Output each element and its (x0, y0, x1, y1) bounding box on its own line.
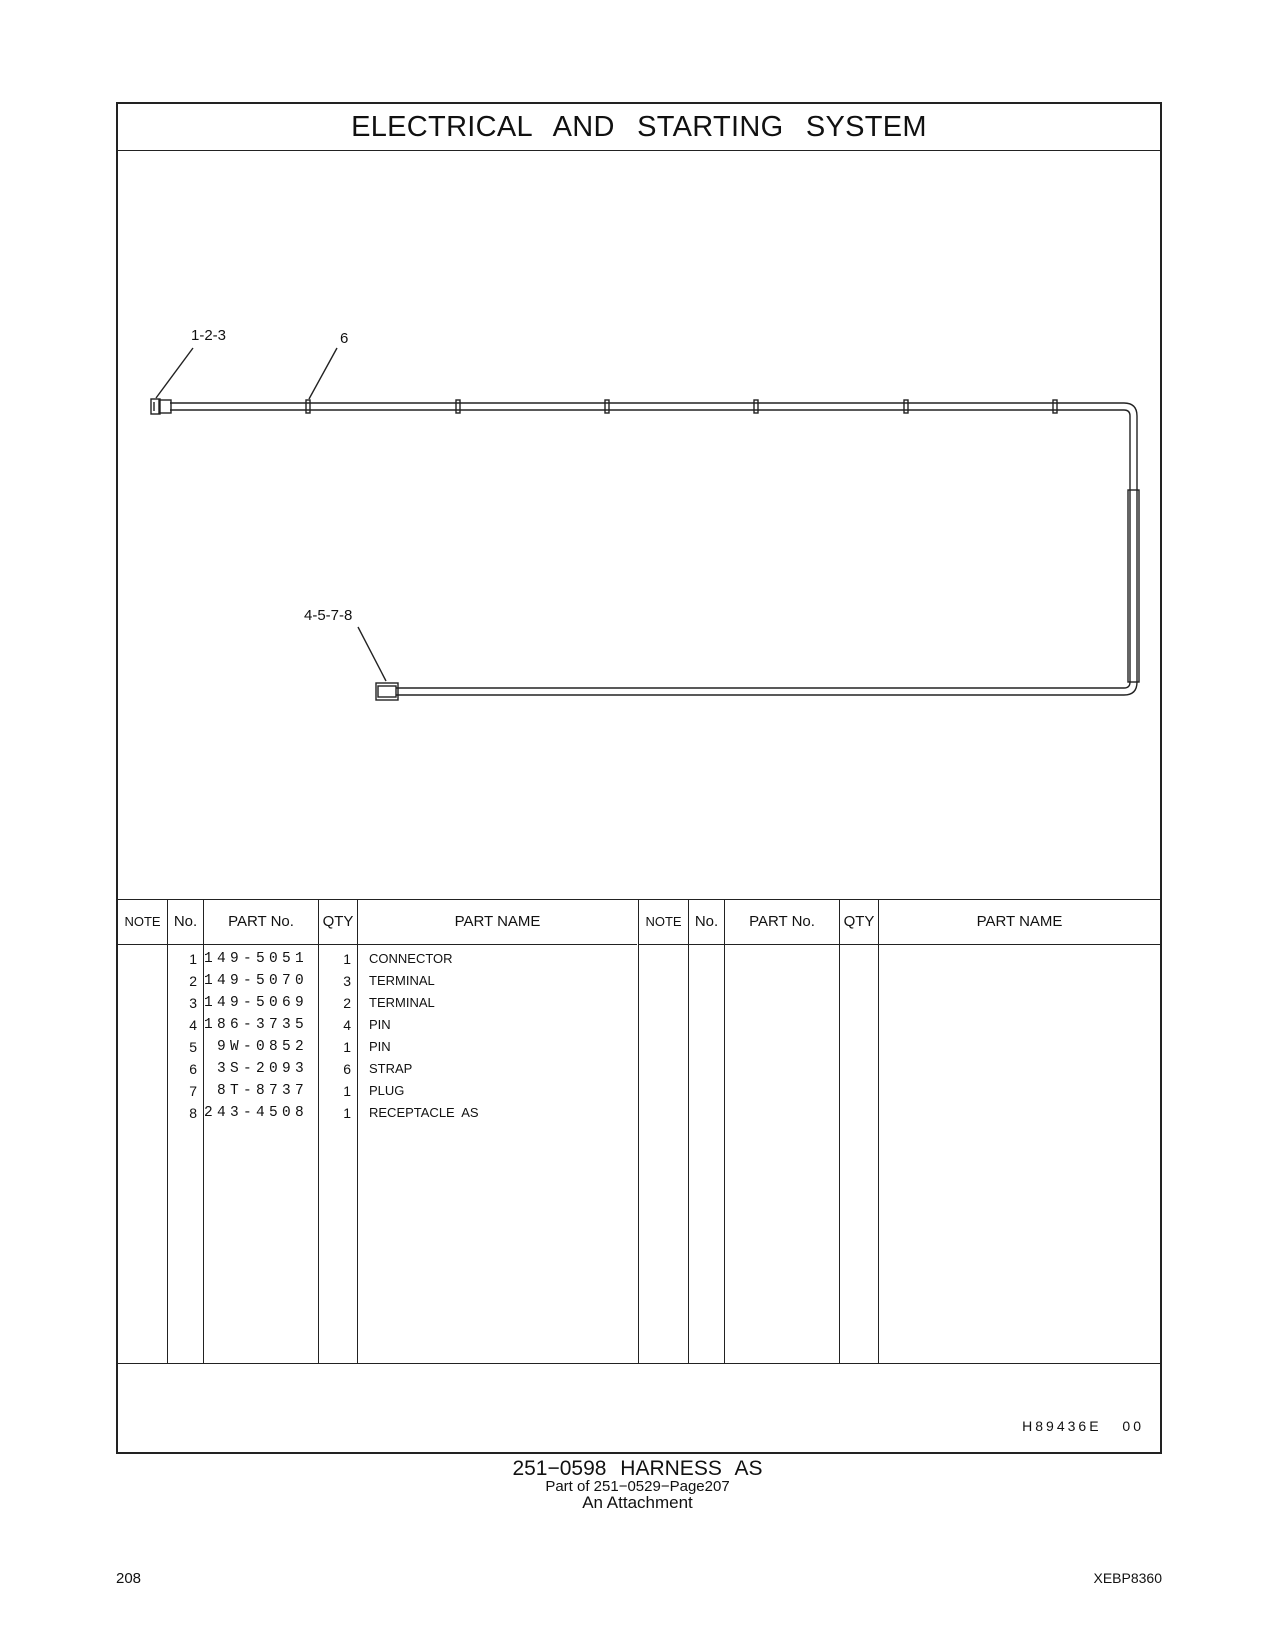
part-no-column-right (724, 900, 839, 1363)
row-part-number: 243-4508 (204, 1105, 309, 1121)
row-part-name: PLUG (369, 1083, 405, 1098)
qty-column (318, 900, 357, 1363)
parts-table-right (639, 900, 1160, 1363)
row-part-number: 149-5051 (204, 951, 309, 967)
qty-values (319, 948, 357, 1124)
note-header-right: NOTE (639, 900, 688, 945)
parts-table-left (118, 900, 639, 1363)
note-header: NOTE (118, 900, 167, 945)
no-header-right: No. (689, 900, 724, 945)
row-part-number: 3S-2093 (216, 1061, 308, 1077)
no-column-right (688, 900, 724, 1363)
row-quantity: 1 (343, 1083, 351, 1099)
row-part-name: RECEPTACLE AS (369, 1105, 479, 1120)
row-part-number: 149-5069 (204, 995, 309, 1011)
parts-page-frame (116, 102, 1162, 1454)
row-number: 4 (189, 1017, 197, 1033)
qty-header: QTY (319, 900, 357, 945)
part-no-header: PART No. (204, 900, 318, 945)
row-part-name: STRAP (369, 1061, 413, 1076)
part-name-column (357, 900, 637, 1363)
qty-header-right: QTY (840, 900, 878, 945)
part-name-values (358, 948, 637, 1124)
row-quantity: 1 (343, 951, 351, 967)
row-part-number: 186-3735 (204, 1017, 309, 1033)
row-quantity: 6 (343, 1061, 351, 1077)
row-number: 3 (189, 995, 197, 1011)
note-column-right (639, 900, 688, 1363)
part-no-header-right: PART No. (725, 900, 839, 945)
qty-column-right (839, 900, 878, 1363)
part-name-header: PART NAME (358, 900, 637, 945)
document-number: XEBP8360 (1093, 1570, 1162, 1586)
row-part-name: TERMINAL (369, 995, 435, 1010)
no-values (168, 948, 203, 1124)
part-name-header-right: PART NAME (879, 900, 1160, 945)
section-title: ELECTRICAL AND STARTING SYSTEM (118, 104, 1160, 151)
assembly-reference: Part of 251−0529−Page207 (545, 1478, 730, 1495)
row-quantity: 4 (343, 1017, 351, 1033)
callout-4-5-7-8: 4-5-7-8 (304, 607, 353, 624)
row-part-name: PIN (369, 1039, 391, 1054)
row-part-number: 149-5070 (204, 973, 309, 989)
parts-table (118, 899, 1160, 1364)
row-number: 2 (189, 973, 197, 989)
callout-6: 6 (340, 330, 349, 347)
footer-band (118, 1364, 1160, 1452)
no-header: No. (168, 900, 203, 945)
harness-drawing (118, 150, 1160, 899)
row-quantity: 1 (343, 1039, 351, 1055)
assembly-note: An Attachment (582, 1493, 693, 1512)
row-part-name: PIN (369, 1017, 391, 1032)
row-number: 5 (189, 1039, 197, 1055)
note-column (118, 900, 167, 1363)
row-quantity: 1 (343, 1105, 351, 1121)
row-quantity: 3 (343, 973, 351, 989)
row-part-number: 8T-8737 (216, 1083, 308, 1099)
row-number: 6 (189, 1061, 197, 1077)
drawing-id: H89436E 00 (1022, 1418, 1144, 1434)
part-name-column-right (878, 900, 1160, 1363)
row-part-name: TERMINAL (369, 973, 435, 988)
row-part-name: CONNECTOR (369, 951, 453, 966)
harness-illustration (118, 150, 1160, 899)
row-quantity: 2 (343, 995, 351, 1011)
page-number: 208 (116, 1570, 142, 1587)
callout-1-2-3: 1-2-3 (191, 327, 227, 344)
no-column (167, 900, 203, 1363)
part-no-values (204, 948, 318, 1124)
row-number: 7 (189, 1083, 197, 1099)
row-part-number: 9W-0852 (216, 1039, 308, 1055)
assembly-title: 251−0598 HARNESS AS (512, 1457, 763, 1480)
row-number: 1 (189, 951, 197, 967)
row-number: 8 (189, 1105, 197, 1121)
part-no-column (203, 900, 318, 1363)
